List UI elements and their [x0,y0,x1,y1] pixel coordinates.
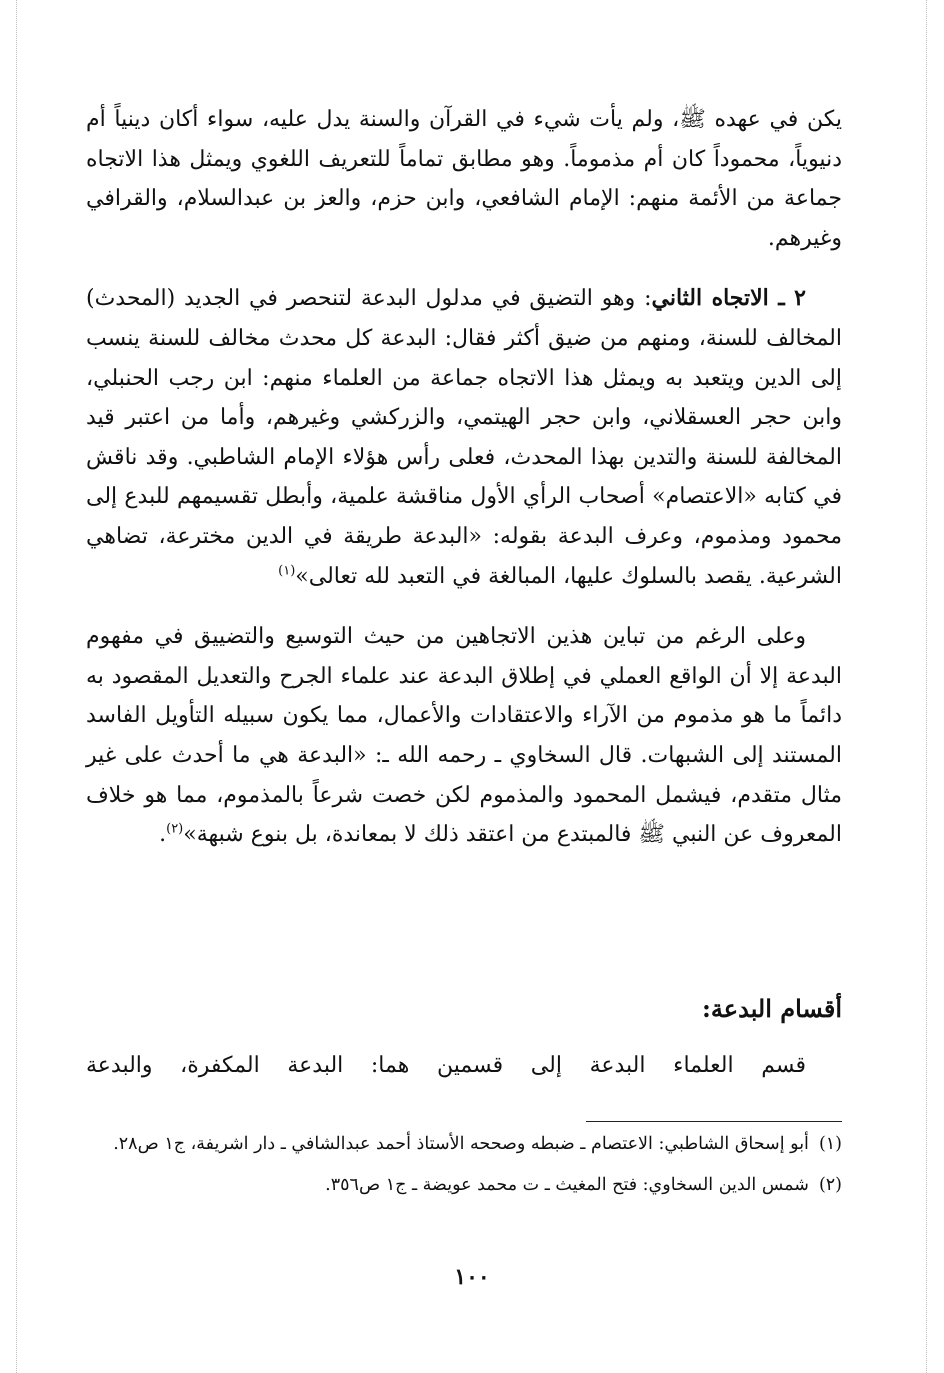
page-edge-right [926,0,927,1373]
footnote-number: (٢) [818,1175,842,1195]
footnote-ref-2: (٢) [166,821,184,837]
footnote-number: (١) [818,1134,842,1154]
paragraph-3-text: وعلى الرغم من تباين هذين الاتجاهين من حيث التوسيع والتضييق في مفهوم البدعة إلا أن الواقع العملي في إطلاق البدعة عند علماء الجرح والتعديل المقصود به دائماً ما هو مذموم من الآراء والاعتقادات والأعمال، مما يكون سبيله التأويل الفاسد المستند إلى الشبهات. قال السخاوي ـ رحمه الله ـ: «البدعة هي ما أحدث على غير مثال متقدم، فيشمل المحمود والمذموم لكن خصت شرعاً بالمذموم، مما هو خلاف المعروف عن النبي ﷺ فالمبتدع من اعتقد ذلك لا بمعاندة، بل بنوع شبهة» [86,624,842,848]
footnote-1 [86,1130,842,1159]
page-edge-left [16,0,17,1373]
section-heading: أقسام البدعة: [702,994,842,1023]
footnote-text: أبو إسحاق الشاطبي: الاعتصام ـ ضبطه وصححه الأستاذ أحمد عبدالشافي ـ دار اشريفة، ج١ ص٢٨. [113,1134,809,1154]
paragraph-3 [86,617,842,855]
footnote-ref-1: (١) [278,563,296,579]
section-intro: قسم العلماء البدعة إلى قسمين هما: البدعة المكفرة، والبدعة [86,1053,806,1078]
footnote-2 [86,1171,842,1200]
footnote-text: شمس الدين السخاوي: فتح المغيث ـ ت محمد عويضة ـ ج١ ص٣٥٦. [325,1175,809,1195]
footnote-divider [586,1121,842,1122]
paragraph-1 [86,100,842,258]
main-text [86,100,842,876]
paragraph-2 [86,279,842,596]
paragraph-2-text: : وهو التضيق في مدلول البدعة لتنحصر في الجديد (المحدث) المخالف للسنة، ومنهم من ضيق أكثر فقال: البدعة كل محدث مخالف للسنة ينسب إلى الدين ويتعبد به ويمثل هذا الاتجاه جماعة من العلماء منهم: ابن رجب الحنبلي، وابن حجر العسقلاني، وابن حجر الهيتمي، والزركشي وغيرهم، وأما من اعتبر قيد المخالفة للسنة والتدين بهذا المحدث، فعلى رأس هؤلاء الإمام الشاطبي. وقد ناقش في كتابه «الاعتصام» أصحاب الرأي الأول مناقشة علمية، وأبطل تقسيمهم للبدع إلى محمود ومذموم، وعرف البدعة بقوله: «البدعة طريقة في الدين مخترعة، تضاهي الشرعية. يقصد بالسلوك عليها، المبالغة في التعبد لله تعالى» [86,286,843,589]
page-number: ١٠٠ [454,1264,490,1290]
footnotes [86,1130,842,1212]
paragraph-1-text: يكن في عهده ﷺ، ولم يأت شيء في القرآن والسنة يدل عليه، سواء أكان دينياً أم دنيوياً، محموداً كان أم مذموماً. وهو مطابق تماماً للتعريف اللغوي ويمثل هذا الاتجاه جماعة من الأئمة منهم: الإمام الشافعي، وابن حزم، والعز بن عبدالسلام، والقرافي وغيرهم. [86,107,842,251]
paragraph-3-end: . [159,822,167,848]
second-approach-label: ٢ ـ الاتجاه الثاني [651,285,806,312]
